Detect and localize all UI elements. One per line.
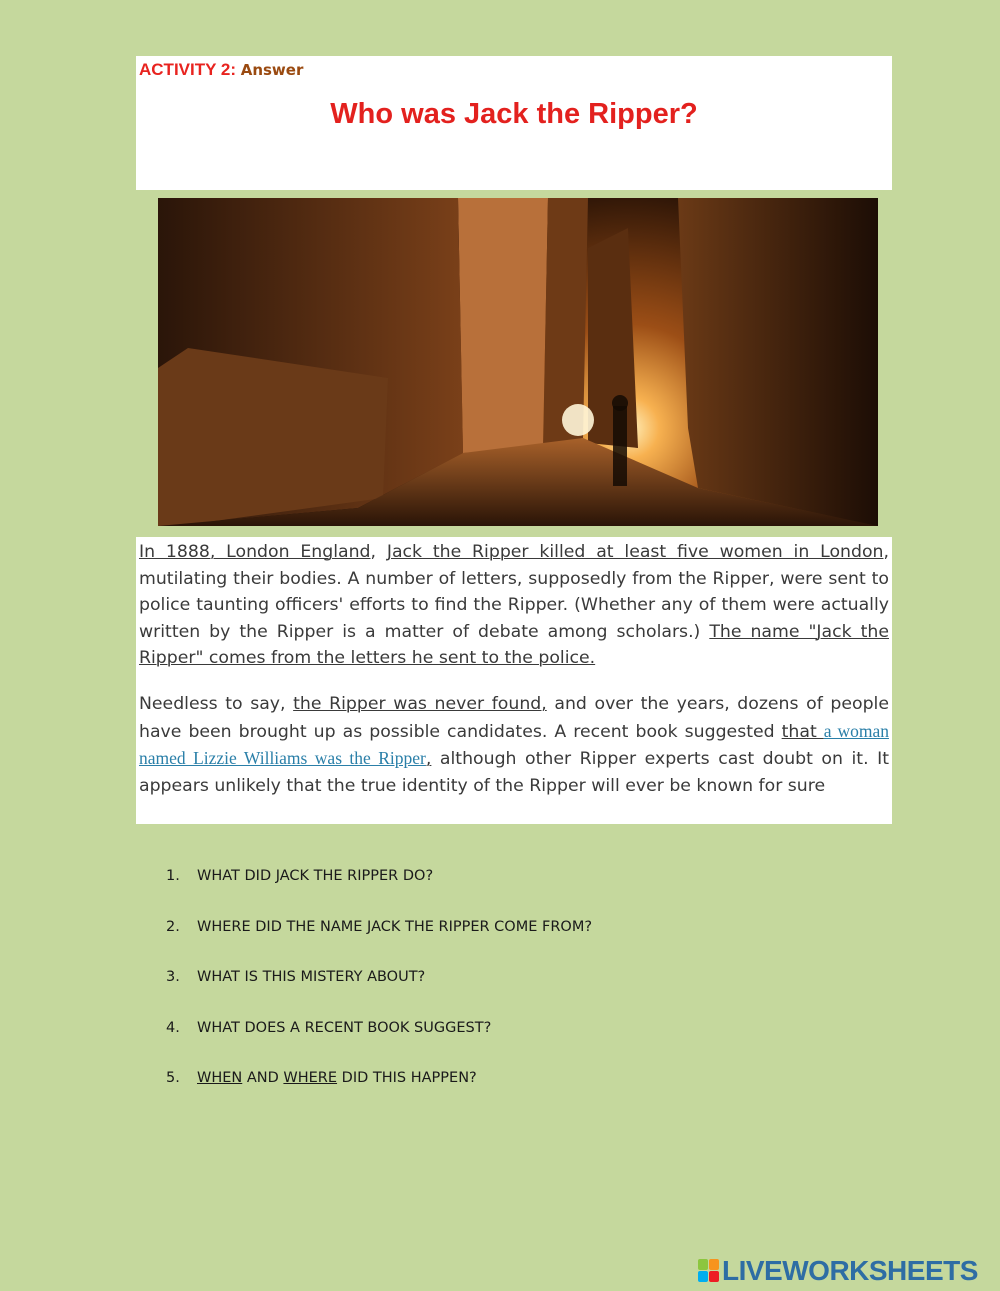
question-item	[166, 965, 592, 1016]
paragraph-2	[139, 691, 889, 799]
p2-book-suggestion: a woman named Lizzie Williams was the Ripper	[139, 720, 889, 768]
p1-when-where: In 1888, London England	[139, 542, 371, 562]
activity-header	[136, 56, 892, 190]
question-and: AND	[242, 1070, 284, 1086]
p1-what: Jack the Ripper killed at least five women in London	[386, 542, 884, 562]
question-number: 4.	[166, 1019, 180, 1036]
activity-answer-label: Answer	[240, 61, 304, 79]
question-number: 1.	[166, 868, 180, 884]
logo-text: LIVEWORKSHEETS	[722, 1255, 978, 1286]
question-text: WHAT DID JACK THE RIPPER DO?	[197, 868, 434, 884]
activity-prefix: ACTIVITY 2:	[139, 60, 236, 79]
liveworksheets-logo-icon	[698, 1259, 720, 1283]
question-text: WHAT DOES A RECENT BOOK SUGGEST?	[197, 1019, 492, 1036]
question-text: WHERE DID THE NAME JACK THE RIPPER COME FROM?	[197, 918, 593, 935]
p2-never-found: the Ripper was never found,	[293, 694, 547, 714]
activity-label	[139, 60, 303, 80]
page-title: Who was Jack the Ripper?	[330, 98, 698, 130]
question-item	[166, 1066, 592, 1117]
p2-that: that	[781, 721, 824, 742]
question-when: WHEN	[197, 1070, 243, 1086]
question-text: WHAT IS THIS MISTERY ABOUT?	[197, 969, 426, 985]
p2-body: and over the years, dozens of people have been brought up as possible candidates. A recent book suggested	[139, 694, 889, 742]
p2-end: although other Ripper experts cast doubt on it. It appears unlikely that the true identity of the Ripper will ever be known for sure	[139, 749, 889, 796]
question-list	[166, 864, 592, 1117]
question-item	[166, 915, 592, 966]
night-alley-photo	[158, 198, 878, 526]
question-number: 3.	[166, 969, 180, 985]
question-rest: DID THIS HAPPEN?	[337, 1070, 477, 1086]
question-number: 2.	[166, 918, 180, 935]
liveworksheets-logo[interactable]	[698, 1256, 978, 1286]
p1-body: , mutilating their bodies. A number of letters, supposedly from the Ripper, were sent to police taunting officers' efforts to find the Ripper. (Whether any of them were actually written by the Ripper is a matter of debate among scholars.)	[139, 542, 889, 642]
p2-intro: Needless to say,	[139, 694, 294, 714]
story-text-box	[136, 537, 892, 824]
question-item	[166, 864, 592, 915]
p1-comma: ,	[370, 542, 387, 562]
p2-comma: ,	[425, 749, 432, 769]
paragraph-1	[139, 539, 889, 672]
question-item	[166, 1016, 592, 1067]
p1-name-origin: The name "Jack the Ripper" comes from the letters he sent to the police.	[139, 621, 889, 668]
question-number: 5.	[166, 1070, 180, 1086]
question-where: WHERE	[283, 1070, 338, 1086]
